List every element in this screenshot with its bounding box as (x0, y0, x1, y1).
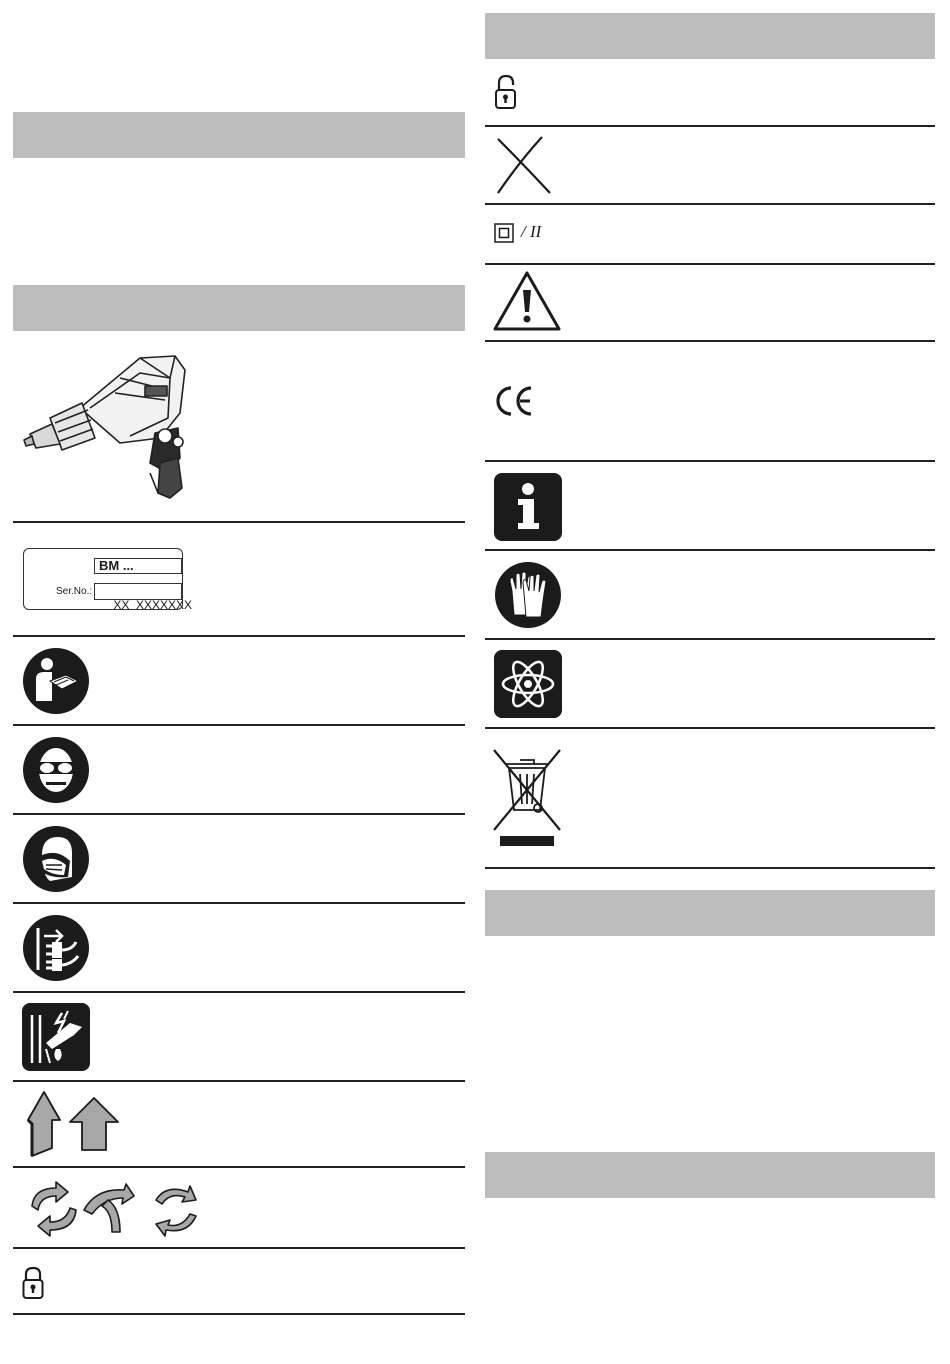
atom-icon (494, 650, 562, 718)
section-header-band-4 (485, 890, 935, 936)
cross-icon (494, 135, 552, 195)
ce-mark-icon (494, 385, 534, 417)
section-header-band-2 (13, 285, 465, 331)
read-manual-icon (22, 647, 90, 715)
protection-class-icon (494, 223, 514, 243)
arrow-up-icons (20, 1090, 122, 1162)
row-divider (13, 1166, 465, 1168)
rotation-icons (20, 1180, 206, 1240)
row-divider (13, 1313, 465, 1315)
row-divider (485, 727, 935, 729)
drill-illustration (20, 348, 195, 506)
hidden-wire-icon (22, 1003, 90, 1071)
type-plate-icon (23, 548, 193, 612)
row-divider (485, 638, 935, 640)
padlock-unlocked-icon (494, 74, 518, 110)
section-header-band-3 (485, 13, 935, 59)
weee-bin-icon (492, 748, 562, 848)
row-divider (485, 549, 935, 551)
row-divider (13, 521, 465, 523)
section-header-band-1 (13, 112, 465, 158)
row-divider (485, 203, 935, 205)
type-plate-serial-label: Ser.No.: (56, 586, 93, 597)
padlock-locked-icon (22, 1266, 44, 1300)
dust-mask-icon (22, 825, 90, 893)
eye-protection-icon (22, 736, 90, 804)
warning-triangle-icon (492, 270, 562, 332)
row-divider (13, 902, 465, 904)
protection-class-label: / II (521, 222, 542, 241)
type-plate-model-box (94, 558, 182, 574)
info-icon (494, 473, 562, 541)
row-divider (485, 340, 935, 342)
row-divider (13, 1080, 465, 1082)
type-plate-model: BM ... (99, 558, 134, 573)
row-divider (13, 724, 465, 726)
row-divider (485, 125, 935, 127)
row-divider (485, 460, 935, 462)
type-plate-serial-box (94, 583, 193, 612)
row-divider (13, 991, 465, 993)
row-divider (13, 813, 465, 815)
row-divider (13, 1247, 465, 1249)
type-plate-serial-value: XX XXXXXXX (113, 598, 193, 612)
gloves-icon (494, 561, 562, 629)
unplug-icon (22, 914, 90, 982)
row-divider (485, 867, 935, 869)
section-header-band-5 (485, 1152, 935, 1198)
row-divider (13, 635, 465, 637)
row-divider (485, 263, 935, 265)
